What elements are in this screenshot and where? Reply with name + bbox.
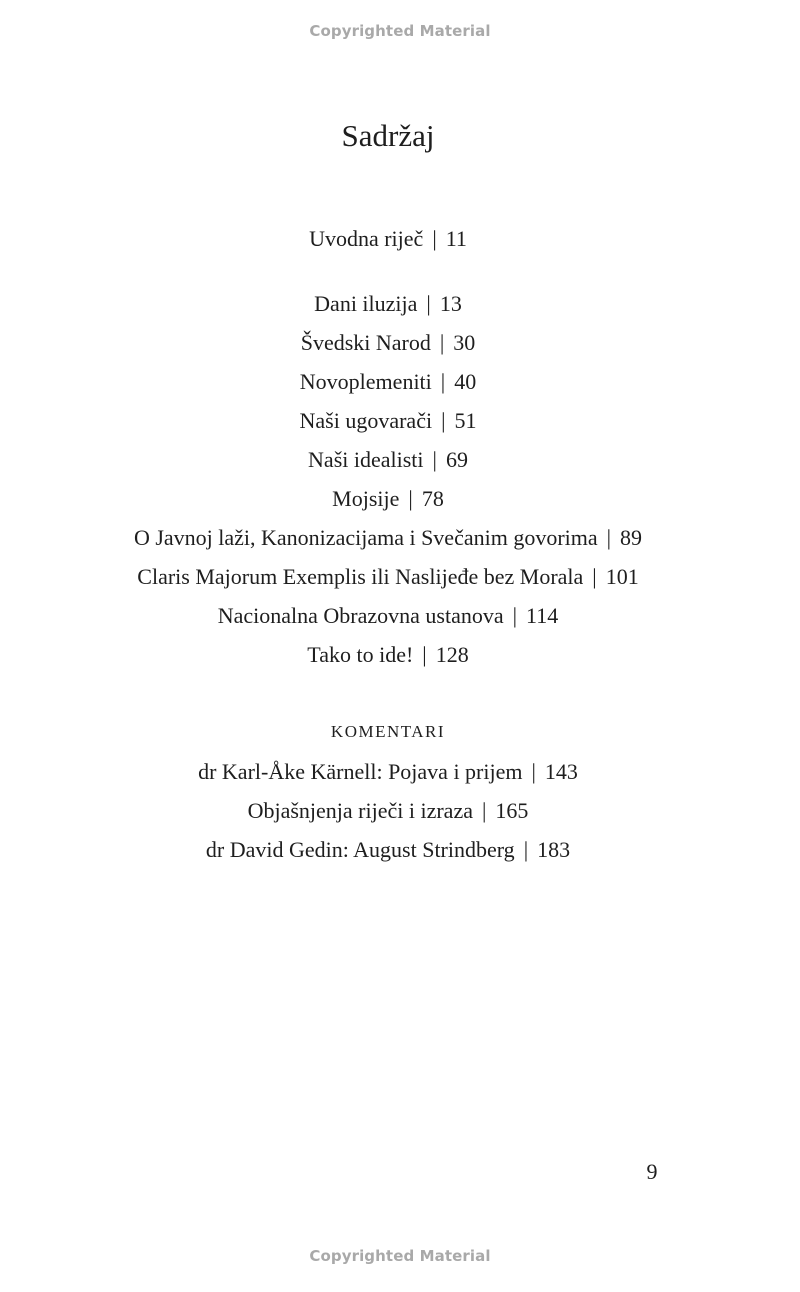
toc-entry-page: 114 xyxy=(526,603,559,628)
toc-entry-page: 13 xyxy=(439,291,462,316)
toc-entry-title: O Javnoj laži, Kanonizacijama i Svečanim govorima xyxy=(133,525,598,550)
toc-entry-title: Tako to ide! xyxy=(307,642,414,667)
toc-separator: | xyxy=(512,603,518,628)
toc-intro-list xyxy=(0,219,776,258)
toc-separator: | xyxy=(441,408,446,433)
toc-separator: | xyxy=(606,525,612,550)
toc-separator: | xyxy=(439,330,445,355)
toc-entry[interactable] xyxy=(0,362,776,401)
toc-entry-title: Dani iluzija xyxy=(314,291,418,316)
toc-separator: | xyxy=(531,759,536,784)
toc-entry-page: 89 xyxy=(620,525,643,550)
toc-entry[interactable] xyxy=(0,401,776,440)
toc-entry-title: Uvodna riječ xyxy=(309,226,424,251)
copyright-watermark-bottom: Copyrighted Material xyxy=(309,1247,491,1265)
toc-entry-page: 128 xyxy=(435,642,469,667)
toc-entry[interactable] xyxy=(0,752,776,791)
copyright-watermark-top: Copyrighted Material xyxy=(309,22,491,40)
toc-separator: | xyxy=(481,798,487,823)
toc-entry-title: Švedski Narod xyxy=(300,330,431,355)
toc-entry-title: Naši ugovarači xyxy=(299,408,433,433)
toc-entry-title: dr Karl-Åke Kärnell: Pojava i prijem xyxy=(198,759,523,784)
toc-entry[interactable] xyxy=(0,596,776,635)
toc-entry[interactable] xyxy=(0,557,776,596)
toc-separator: | xyxy=(408,486,413,511)
toc-entry-page: 101 xyxy=(605,564,639,589)
toc-entry-page: 40 xyxy=(454,369,477,394)
toc-separator: | xyxy=(432,226,437,251)
toc-entry-title: Novoplemeniti xyxy=(299,369,432,394)
toc-entry-page: 69 xyxy=(445,447,468,472)
toc-entry[interactable] xyxy=(0,518,776,557)
toc-entry-title: Naši idealisti xyxy=(308,447,424,472)
toc-entry-title: dr David Gedin: August Strindberg xyxy=(205,837,515,862)
toc-entry-page: 78 xyxy=(421,486,444,511)
toc-commentary-list xyxy=(0,752,776,869)
toc-entry-page: 143 xyxy=(544,759,578,784)
toc-entry-title: Mojsije xyxy=(332,486,400,511)
toc-entry-page: 51 xyxy=(454,408,477,433)
toc-entry[interactable] xyxy=(0,830,776,869)
toc-separator: | xyxy=(592,564,597,589)
toc-entry[interactable] xyxy=(0,219,776,258)
toc-entry[interactable] xyxy=(0,635,776,674)
toc-entry-page: 165 xyxy=(495,798,529,823)
toc-entry-page: 30 xyxy=(453,330,476,355)
toc-entry[interactable] xyxy=(0,479,776,518)
toc-entry-title: Objašnjenja riječi i izraza xyxy=(247,798,473,823)
toc-separator: | xyxy=(432,447,437,472)
toc-entry-page: 183 xyxy=(537,837,571,862)
page-number: 9 xyxy=(646,1159,658,1184)
toc-separator: | xyxy=(426,291,431,316)
toc-entry-title: Claris Majorum Exemplis ili Naslijeđe bez Morala xyxy=(137,564,584,589)
commentary-heading: KOMENTARI xyxy=(330,722,446,741)
toc-entry[interactable] xyxy=(0,440,776,479)
toc-entry[interactable] xyxy=(0,791,776,830)
toc-separator: | xyxy=(523,837,529,862)
toc-separator: | xyxy=(440,369,446,394)
toc-separator: | xyxy=(422,642,427,667)
page-title: Sadržaj xyxy=(341,118,435,153)
toc-chapter-list xyxy=(0,284,776,674)
toc-entry[interactable] xyxy=(0,323,776,362)
toc-entry-page: 11 xyxy=(445,226,467,251)
toc-entry[interactable] xyxy=(0,284,776,323)
toc-entry-title: Nacionalna Obrazovna ustanova xyxy=(217,603,504,628)
